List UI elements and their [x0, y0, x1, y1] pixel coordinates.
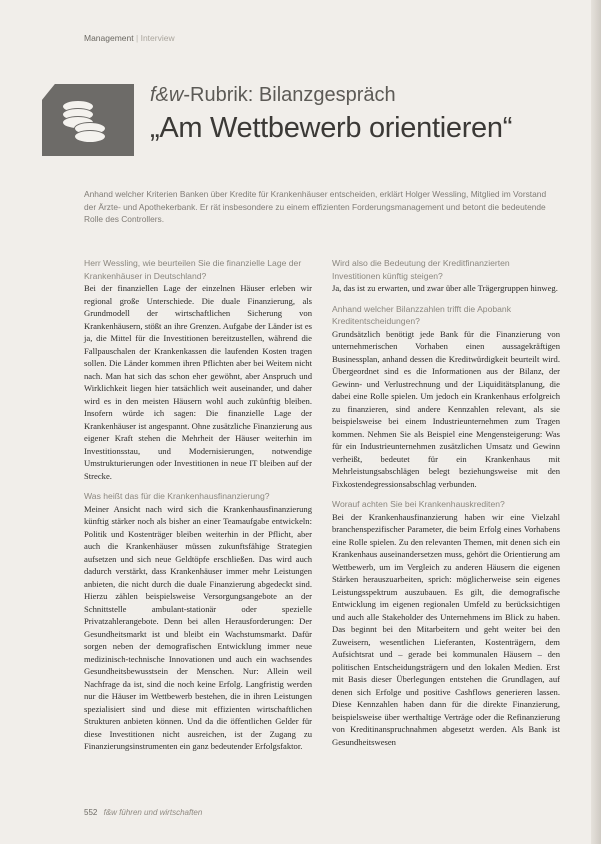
page-number: 552: [84, 808, 98, 817]
headline: „Am Wettbewerb orientieren“: [150, 112, 513, 144]
rubric-rest: -Rubrik: Bilanzgespräch: [183, 84, 396, 106]
page-footer: [84, 808, 202, 817]
right-column: [332, 257, 560, 756]
question: Anhand welcher Bilanzzahlen trifft die Apobank Kreditentscheidungen?: [332, 303, 511, 326]
section-label: [84, 33, 175, 43]
subsection-name: Interview: [140, 33, 175, 43]
intro-paragraph: Anhand welcher Kriterien Banken über Kredite für Krankenhäuser entscheiden, erklärt Holger Wessling, Mitglied im Vorstand der Ärzte- und Apothekerbank. Er rät insbesondere zu einem effizienten Forderungsmanagement und betont die bedeutende Rolle des Controllers.: [84, 189, 547, 225]
answer: Meiner Ansicht nach wird sich die Krankenhausfinanzierung künftig stärker noch als bisher an einer Teamaufgabe entwickeln: Politik und Kostenträger bleiben weiterhin in der Pflicht, aber auch die Krankenhäuser müssen zukunftsfähige Strategien aufsetzen und sich neue Geldtöpfe erschließen. Das wird auch dadurch verstärkt, dass Krankenhäuser immer mehr Leistungen anbieten, die nicht durch die duale Finanzierung abgedeckt sind. Hierzu zählen beispielsweise Versorgungsangebote an der Schnittstelle ambulant-stationär oder spezielle Privatzahlerangebote. Denn bei allen Herausforderungen: Der Gesundheitsmarkt ist und bleibt ein Wachstumsmarkt. Dafür sorgen neben der demografischen Entwicklung immer neue medizinisch-technische Innovationen und auch ein wachsendes Gesundheitsbewusstsein der Menschen. Nur: Allein weil Nachfrage da ist, sind die noch keine Erfolg. Langfristig werden nur die Häuser im Wettbewerb bestehen, die in ihren Leistungen spezialisiert sind und diese mit effizienten wirtschaftlichen Strukturen anbieten können. Und da die öffentlichen Gelder für diese Investitionen nicht ausreichen, ist der Zugang zu Finanzierungsinstrumenten ein ganz bedeutender Erfolgsfaktor.: [84, 503, 312, 751]
left-column: [84, 257, 312, 761]
section-separator: |: [136, 33, 139, 43]
question: Was heißt das für die Krankenhausfinanzierung?: [84, 491, 270, 501]
section-name: Management: [84, 33, 134, 43]
answer: Ja, das ist zu erwarten, und zwar über alle Trägergruppen hinweg.: [332, 283, 558, 293]
answer: Bei der finanziellen Lage der einzelnen Häuser erleben wir regional große Unterschiede. Die duale Finanzierung, als Grundmodell der wirtschaftlichen Sicherung von Krankenhäusern, stößt an ihre Grenzen. Aufgabe der Länder ist es ja, die Mittel für die Investitionen bereitzustellen, während die Fallpauschalen der Krankenkassen die laufenden Kosten tragen sollen. Die Länder kommen ihren Pflichten aber bei Weitem nicht nach. Man hat sich das schon eher gewöhnt, aber Anspruch und Wirklichkeit liegen hier tatsächlich weit auseinander, und daher wird es in den meisten Häusern wohl auch zukünftig bleiben. Insofern würde ich sagen: Die finanzielle Lage der Krankenhäuser ist angespannt. Ohne zusätzliche Finanzierung aus eigener Kraft stehen die Mehrheit der Häuser weiterhin im Investitionsstau, und Modernisierungen, notwendige Umstrukturierungen oder Investitionen in neue IT bleiben auf der Strecke.: [84, 283, 312, 481]
coin-stack-icon: [60, 98, 108, 144]
page-gutter-shadow: [591, 0, 601, 844]
question: Herr Wessling, wie beurteilen Sie die finanzielle Lage der Krankenhäuser in Deutschland?: [84, 258, 302, 281]
answer: Bei der Krankenhausfinanzierung haben wir eine Vielzahl branchenspezifischer Parameter, die beim Erfolg eines Vorhabens eine Rolle spielen. Zu den relevanten Themen, mit denen sich ein Krankenhaus auseinandersetzen muss, gehört die Orientierung am Wettbewerb, um im Vergleich zu anderen Häusern die eigenen Stärken herauszuarbeiten, sprich: möglicherweise sein eigenes Leistungsspektrum auszubauen. Es gilt, die demografische Entwicklung im eigenen regionalen Umfeld zu berücksichtigen und auch alle Stakeholder des Unternehmens im Blick zu haben. Das beginnt bei den Mitarbeitern und geht weiter bei den Zuweisern, wesentlichen Lieferanten, Kostenträgern, dem Aufsichtsrat und – gerade bei kommunalen Häusern – den politischen Entscheidungsträgern und den lokalen Medien. Erst mit Basis dieser Überlegungen entstehen die Grundlagen, auf denen sich Erfolge und positive Cashflows generieren lassen. Diese Kennzahlen haben dann für die direkte Finanzierung, beispielsweise über werthaltige Verträge oder die Refinanzierung von Kreditinanspruchnahmen abgesetzt werden. Als Bank ist Gesundheitswesen: [332, 511, 560, 747]
rubric-title: [150, 84, 396, 107]
rubric-banner: [42, 84, 134, 156]
question: Worauf achten Sie bei Krankenhauskrediten?: [332, 499, 505, 509]
answer: Grundsätzlich benötigt jede Bank für die Finanzierung von unternehmerischen Vorhaben einen aussagekräftigen Businessplan, anhand dessen die Kreditwürdigkeit beurteilt wird. Übergeordnet sind es die Informationen aus der Bilanz, der Gewinn- und Verlustrechnung und der Liquiditätsplanung, die dabei eine Rolle spielen. Um jedoch ein Krankenhaus erfolgreich zu finanzieren, sind andere Kennzahlen relevant, als sie beispielsweise bei einem Industrieunternehmen zum Tragen kommen. Nehmen Sie als Beispiel eine Mengensteigerung: Was für ein Industrieunternehmen zusätzlichen Umsatz und Gewinn verheißt, bedeutet für ein Krankenhaus mit Mehrleistungsabschlägen belegt beziehungsweise mit den Fixkostendegressionsabschlag verbunden.: [332, 328, 560, 489]
rubric-prefix: f&w: [150, 84, 184, 106]
question: Wird also die Bedeutung der Kreditfinanzierten Investitionen künftig steigen?: [332, 258, 510, 281]
magazine-name: f&w führen und wirtschaften: [103, 808, 203, 817]
